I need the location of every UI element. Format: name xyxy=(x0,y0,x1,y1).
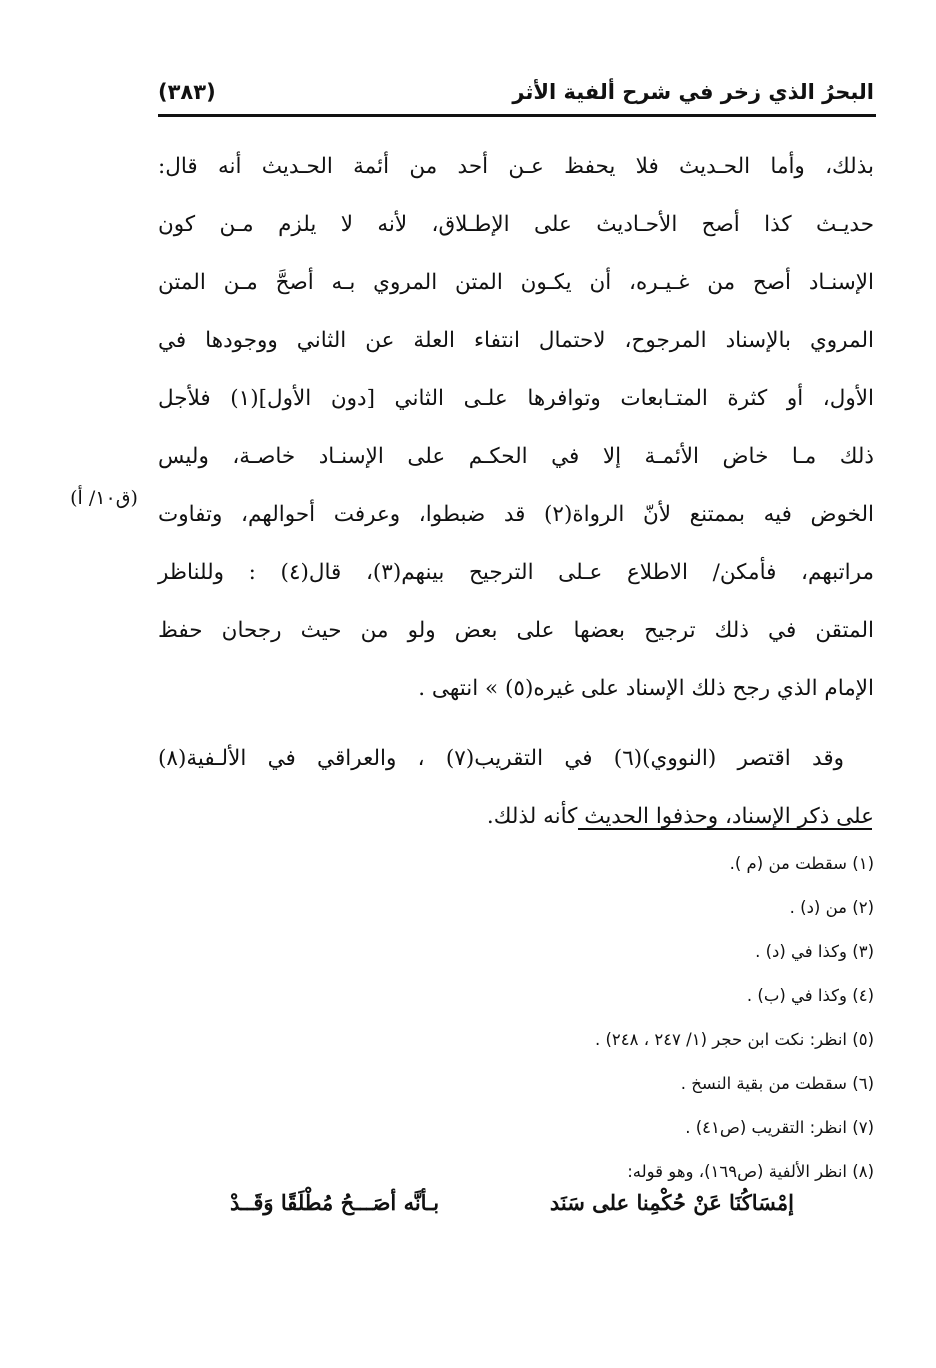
text-line: الخوض فيه بممتنع لأنّ الرواة(٢) قد ضبطوا، وعرفت أحوالهم، وتفاوت xyxy=(158,502,874,527)
text-line: المتقن في ذلك ترجيح بعضها على بعض ولو من حيث رجحان حفظ xyxy=(158,618,874,643)
footnotes xyxy=(470,842,874,1194)
text-line: على ذكر الإسناد، وحذفوا الحديث كأنه لذلك. xyxy=(486,804,874,829)
text-line: الأول، أو كثرة المتـابعات وتوافرها علـى الثاني [دون الأول](١) فلأجل xyxy=(158,386,874,411)
text-line: الإمام الذي رجح ذلك الإسناد على غيره(٥) » انتهى . xyxy=(418,676,874,701)
running-title: البحرُ الذي زخر في شرح ألفية الأثر xyxy=(512,80,874,104)
text-line: حديـث كذا أصح الأحـاديث على الإطـلاق، لأنه لا يلزم مـن كون xyxy=(158,212,874,237)
footnote: (٥) انظر: نكت ابن حجر (١/ ٢٤٧ ، ٢٤٨) . xyxy=(594,1030,874,1049)
text-line: الإسنـاد أصح من غـيـره، أن يكـون المتن المروي بـه أصحَّ مـن المتن xyxy=(158,270,874,295)
text-line: بذلك، وأما الحـديث فلا يحفظ عـن أحد من أئمة الحـديث أنه قال: xyxy=(158,154,874,179)
paragraph xyxy=(158,138,874,718)
footnote-rule xyxy=(578,828,872,830)
text-line: ذلك مـا خاض الأئمـة إلا في الحكـم على الإسنـاد خاصـة، وليس xyxy=(158,444,874,469)
footnote: (٣) وكذا في (د) . xyxy=(755,942,874,961)
main-text xyxy=(158,138,874,846)
footnote: (٢) من (د) . xyxy=(789,898,874,917)
text-line: المروي بالإسناد المرجوح، لاحتمال انتفاء العلة عن الثاني ووجودها في xyxy=(158,328,874,353)
text-line: وقد اقتصر (النووي)(٦) في التقريب(٧) ، والعراقي في الألـفية(٨) xyxy=(158,746,844,771)
manuscript-folio-note: (ق١٠/ أ) xyxy=(70,487,138,509)
header-rule xyxy=(158,114,876,117)
page-number: (٣٨٣) xyxy=(158,80,216,104)
verse-second-hemistich: بـأنَّه أصَـــحُ مُطْلَقًا وَقَــدْ xyxy=(230,1190,440,1215)
poetry-verse xyxy=(230,1178,794,1228)
footnote: (٧) انظر: التقريب (ص٤١) . xyxy=(685,1118,874,1137)
footnote: (٦) سقطت من بقية النسخ . xyxy=(680,1074,874,1093)
footnote: (٨) انظر الألفية (ص١٦٩)، وهو قوله: xyxy=(627,1162,874,1181)
text-line: مراتبهم، فأمكن/ الاطلاع عـلى الترجيح بينهم(٣)، قال(٤) : وللناظر xyxy=(158,560,874,585)
footnote: (١) سقطت من (م ). xyxy=(729,854,874,873)
footnote: (٤) وكذا في (ب) . xyxy=(746,986,874,1005)
paragraph-gap xyxy=(158,718,874,730)
verse-first-hemistich: إمْسَاكُنَا عَنْ حُكْمِنا على سَنَد xyxy=(549,1190,794,1215)
